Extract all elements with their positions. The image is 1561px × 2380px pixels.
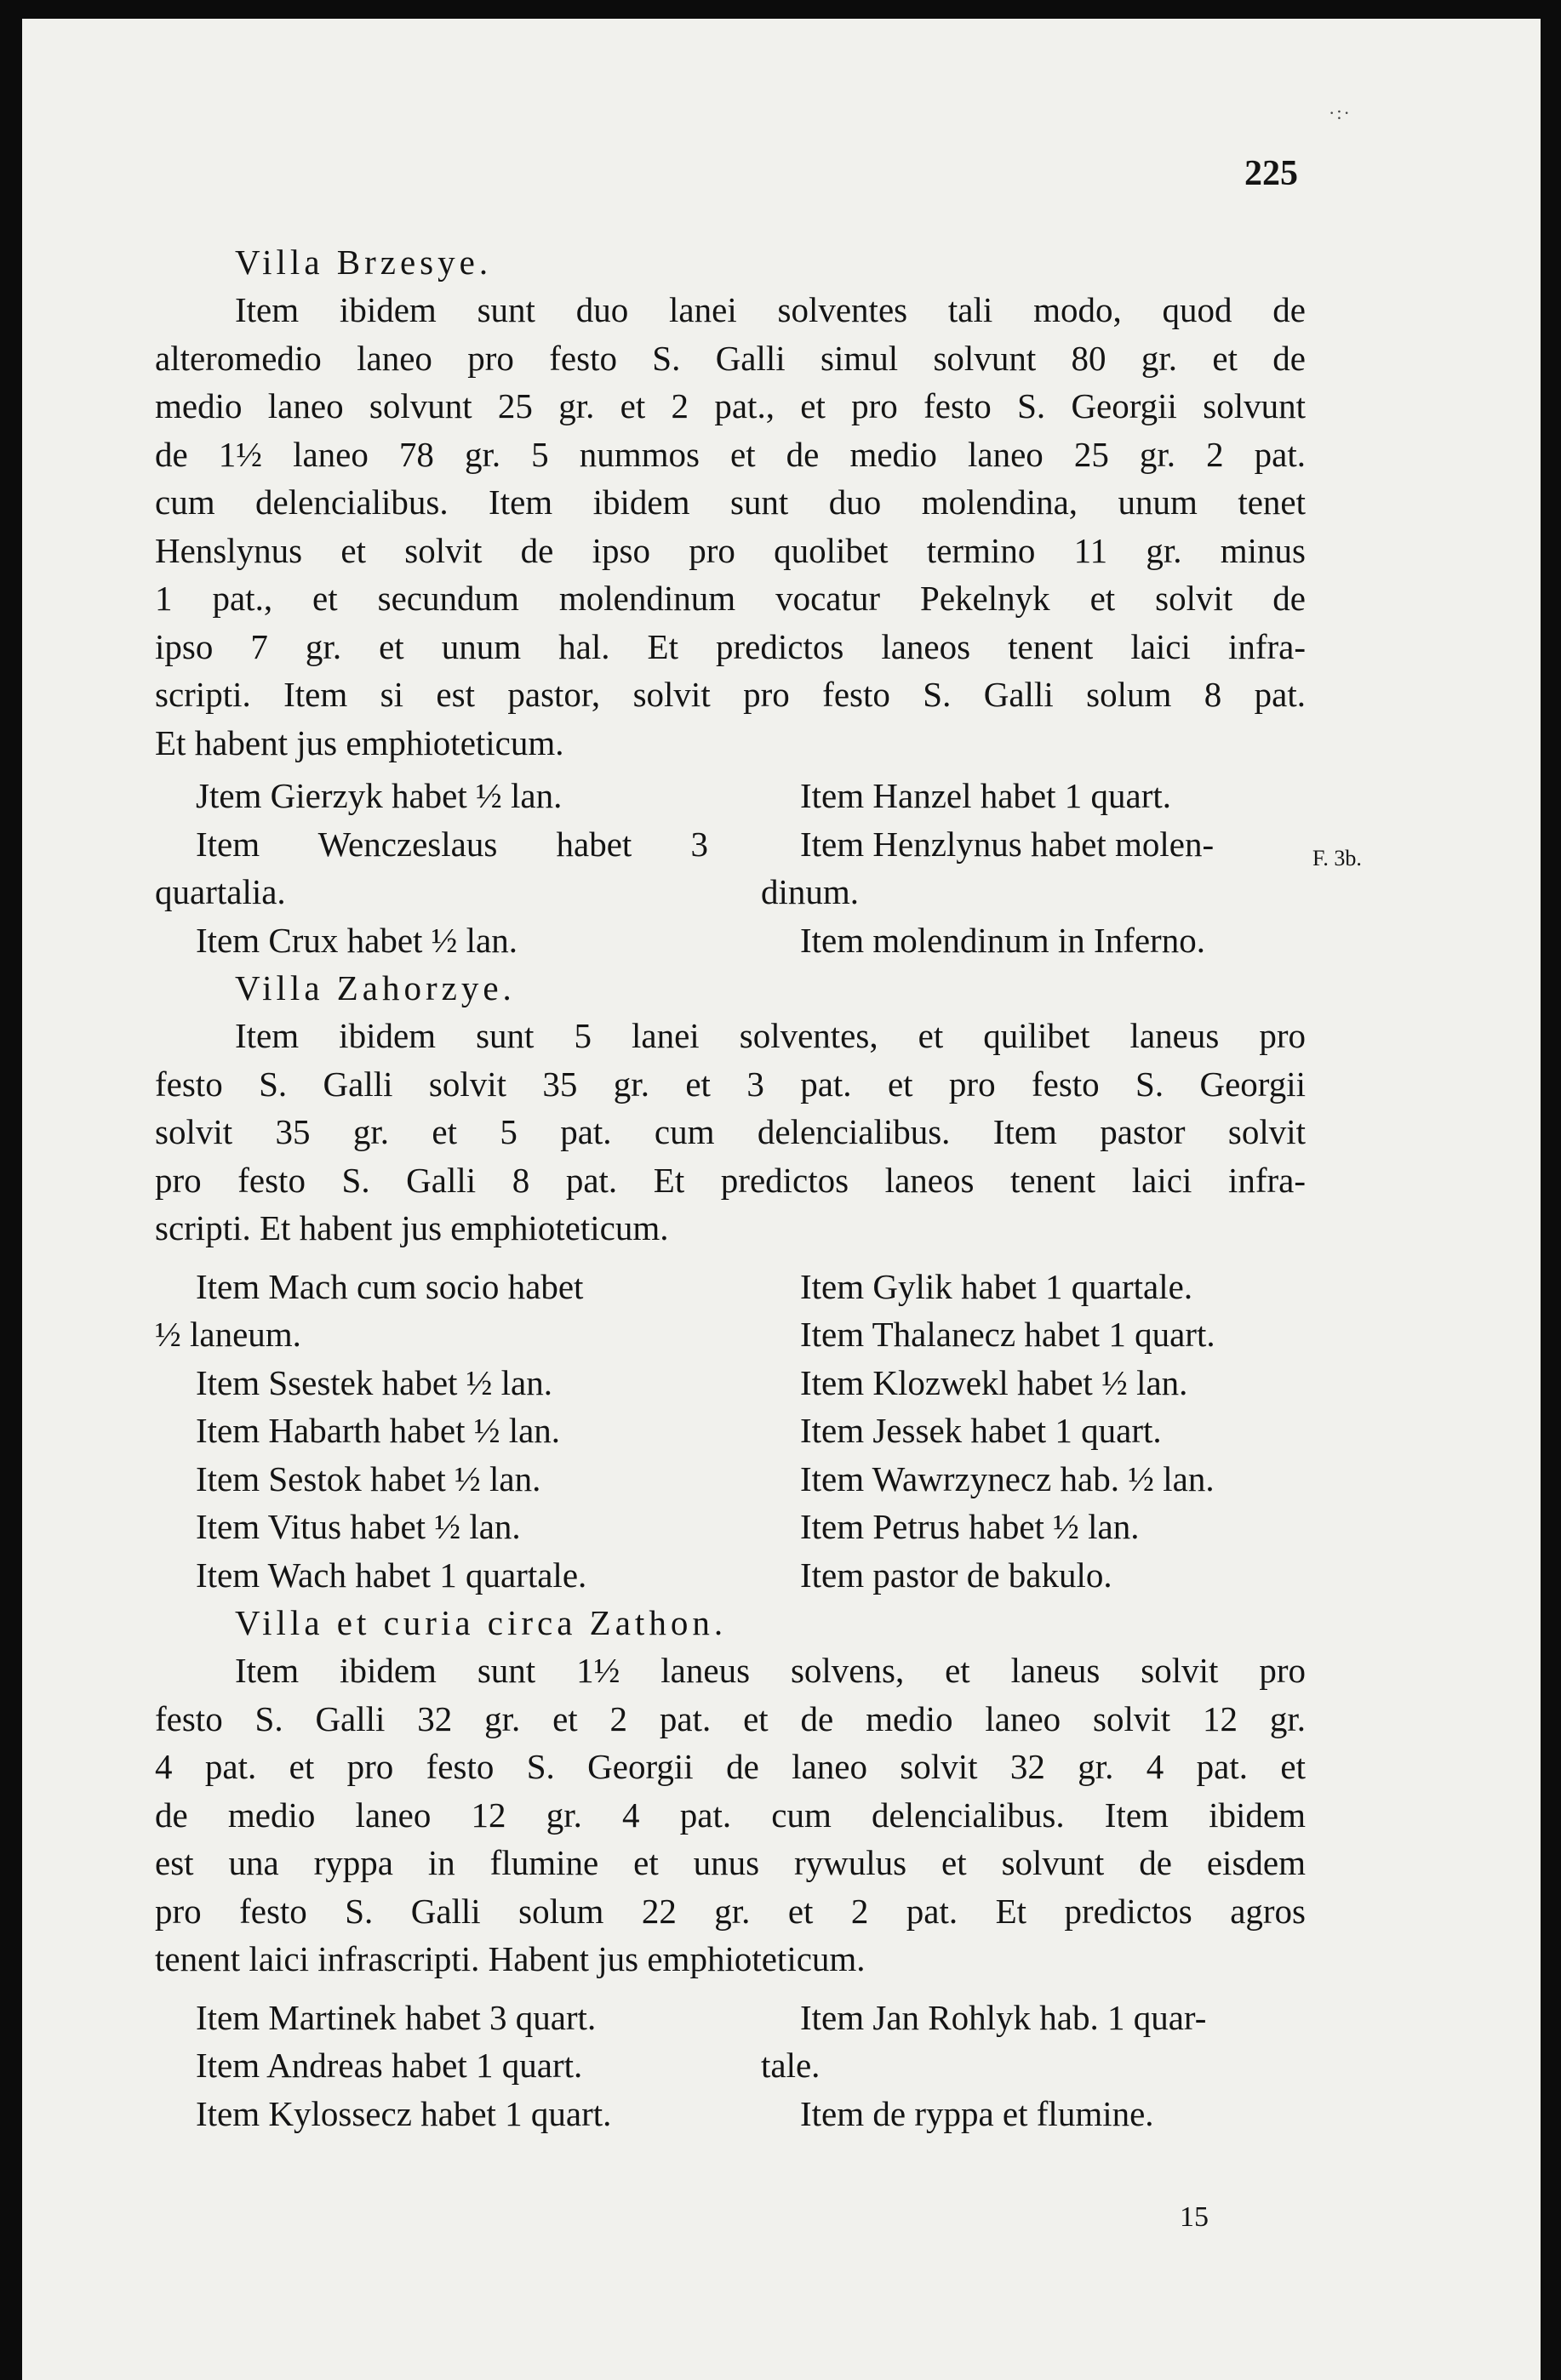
footer-number: 15 xyxy=(1180,2201,1209,2233)
tenant-entry: Item Gylik habet 1 quartale. xyxy=(800,1266,1193,1306)
tenant-entry: Item Ssestek habet ½ lan. xyxy=(196,1362,553,1402)
ink-blot: ·:· xyxy=(1329,102,1352,123)
tenant-entry: Item Wach habet 1 quartale. xyxy=(196,1555,587,1595)
tenant-entry: ½ laneum. xyxy=(155,1315,301,1354)
tenant-entry: Item Wenczeslaus habet 3 xyxy=(196,824,708,864)
text-line: Henslynus et solvit de ipso pro quolibet termino 11 gr. minus xyxy=(155,530,1306,570)
text-line: Item ibidem sunt duo lanei solventes tali modo, quod de xyxy=(235,290,1306,329)
tenant-entry: Item Hanzel habet 1 quart. xyxy=(800,776,1172,815)
page-number: 225 xyxy=(1244,154,1298,193)
tenant-entry: Item Jan Rohlyk hab. 1 quar- xyxy=(800,1997,1207,2037)
tenant-entry: Item molendinum in Inferno. xyxy=(800,920,1205,960)
tenant-list-left xyxy=(155,1263,708,1600)
tenant-list-right xyxy=(761,772,1306,964)
tenant-entry: dinum. xyxy=(761,872,860,911)
section-heading: Villa et curia circa Zathon. xyxy=(235,1603,728,1642)
tenant-entry: Item Mach cum socio habet xyxy=(196,1266,584,1306)
tenant-entry: Item Sestok habet ½ lan. xyxy=(196,1458,541,1498)
tenant-list-right xyxy=(761,1263,1306,1600)
text-line: pro festo S. Galli solum 22 gr. et 2 pat. Et predictos agros xyxy=(155,1891,1306,1931)
section-paragraph xyxy=(155,286,1306,767)
text-line: est una ryppa in flumine et unus rywulus et solvunt de eisdem xyxy=(155,1843,1306,1882)
section-zahorzye xyxy=(155,964,1306,1599)
text-line: tenent laici infrascripti. Habent jus emphioteticum. xyxy=(155,1939,866,1978)
text-line: de medio laneo 12 gr. 4 pat. cum delencialibus. Item ibidem xyxy=(155,1795,1306,1835)
tenant-list xyxy=(155,1263,1306,1600)
text-line: cum delencialibus. Item ibidem sunt duo molendina, unum tenet xyxy=(155,482,1306,522)
text-line: festo S. Galli 32 gr. et 2 pat. et de medio laneo solvit 12 gr. xyxy=(155,1698,1306,1738)
section-heading: Villa Brzesye. xyxy=(235,243,493,282)
tenant-list xyxy=(155,772,1306,964)
text-line: Item ibidem sunt 5 lanei solventes, et quilibet laneus pro xyxy=(235,1016,1306,1055)
section-brzesye xyxy=(155,238,1306,964)
tenant-entry: Item Crux habet ½ lan. xyxy=(196,920,518,960)
section-zathon xyxy=(155,1599,1306,2137)
tenant-entry: Item Jessek habet 1 quart. xyxy=(800,1411,1162,1450)
text-line: de 1½ laneo 78 gr. 5 nummos et de medio laneo 25 gr. 2 pat. xyxy=(155,434,1306,474)
tenant-entry: Item Thalanecz habet 1 quart. xyxy=(800,1315,1215,1354)
tenant-list-right xyxy=(761,1994,1306,2138)
text-line: festo S. Galli solvit 35 gr. et 3 pat. et pro festo S. Georgii xyxy=(155,1064,1306,1104)
margin-note: F. 3b. xyxy=(1312,846,1362,870)
text-line: scripti. Et habent jus emphioteticum. xyxy=(155,1208,669,1247)
tenant-entry: Item Henzlynus habet molen- xyxy=(800,824,1215,864)
text-line: solvit 35 gr. et 5 pat. cum delencialibus. Item pastor solvit xyxy=(155,1112,1306,1151)
tenant-entry: Jtem Gierzyk habet ½ lan. xyxy=(196,776,563,815)
section-paragraph xyxy=(155,1647,1306,1983)
tenant-entry: Item de ryppa et flumine. xyxy=(800,2093,1154,2133)
text-line: 4 pat. et pro festo S. Georgii de laneo solvit 32 gr. 4 pat. et xyxy=(155,1747,1306,1786)
tenant-entry: Item Klozwekl habet ½ lan. xyxy=(800,1362,1188,1402)
tenant-list-left xyxy=(155,1994,708,2138)
text-line: scripti. Item si est pastor, solvit pro festo S. Galli solum 8 pat. xyxy=(155,675,1306,714)
tenant-entry: Item Habarth habet ½ lan. xyxy=(196,1411,561,1450)
tenant-entry: quartalia. xyxy=(155,872,286,911)
text-line: ipso 7 gr. et unum hal. Et predictos laneos tenent laici infra- xyxy=(155,626,1306,666)
text-line: alteromedio laneo pro festo S. Galli simul solvunt 80 gr. et de xyxy=(155,338,1306,378)
tenant-entry: Item pastor de bakulo. xyxy=(800,1555,1112,1595)
tenant-list-left xyxy=(155,772,708,964)
tenant-entry: tale. xyxy=(761,2046,821,2085)
tenant-entry: Item Martinek habet 3 quart. xyxy=(196,1997,597,2037)
tenant-entry: Item Kylossecz habet 1 quart. xyxy=(196,2093,612,2133)
scanned-page xyxy=(22,19,1541,2380)
text-line: medio laneo solvunt 25 gr. et 2 pat., et pro festo S. Georgii solvunt xyxy=(155,386,1306,425)
section-heading: Villa Zahorzye. xyxy=(235,968,516,1007)
text-line: 1 pat., et secundum molendinum vocatur Pekelnyk et solvit de xyxy=(155,579,1306,618)
text-line: pro festo S. Galli 8 pat. Et predictos laneos tenent laici infra- xyxy=(155,1160,1306,1200)
text-line: Et habent jus emphioteticum. xyxy=(155,722,564,762)
section-paragraph xyxy=(155,1012,1306,1253)
text-line: Item ibidem sunt 1½ laneus solvens, et laneus solvit pro xyxy=(235,1651,1306,1690)
tenant-entry: Item Vitus habet ½ lan. xyxy=(196,1507,521,1546)
tenant-entry: Item Petrus habet ½ lan. xyxy=(800,1507,1140,1546)
tenant-list xyxy=(155,1994,1306,2138)
tenant-entry: Item Andreas habet 1 quart. xyxy=(196,2046,583,2085)
page-body xyxy=(155,238,1306,2137)
tenant-entry: Item Wawrzynecz hab. ½ lan. xyxy=(800,1458,1215,1498)
